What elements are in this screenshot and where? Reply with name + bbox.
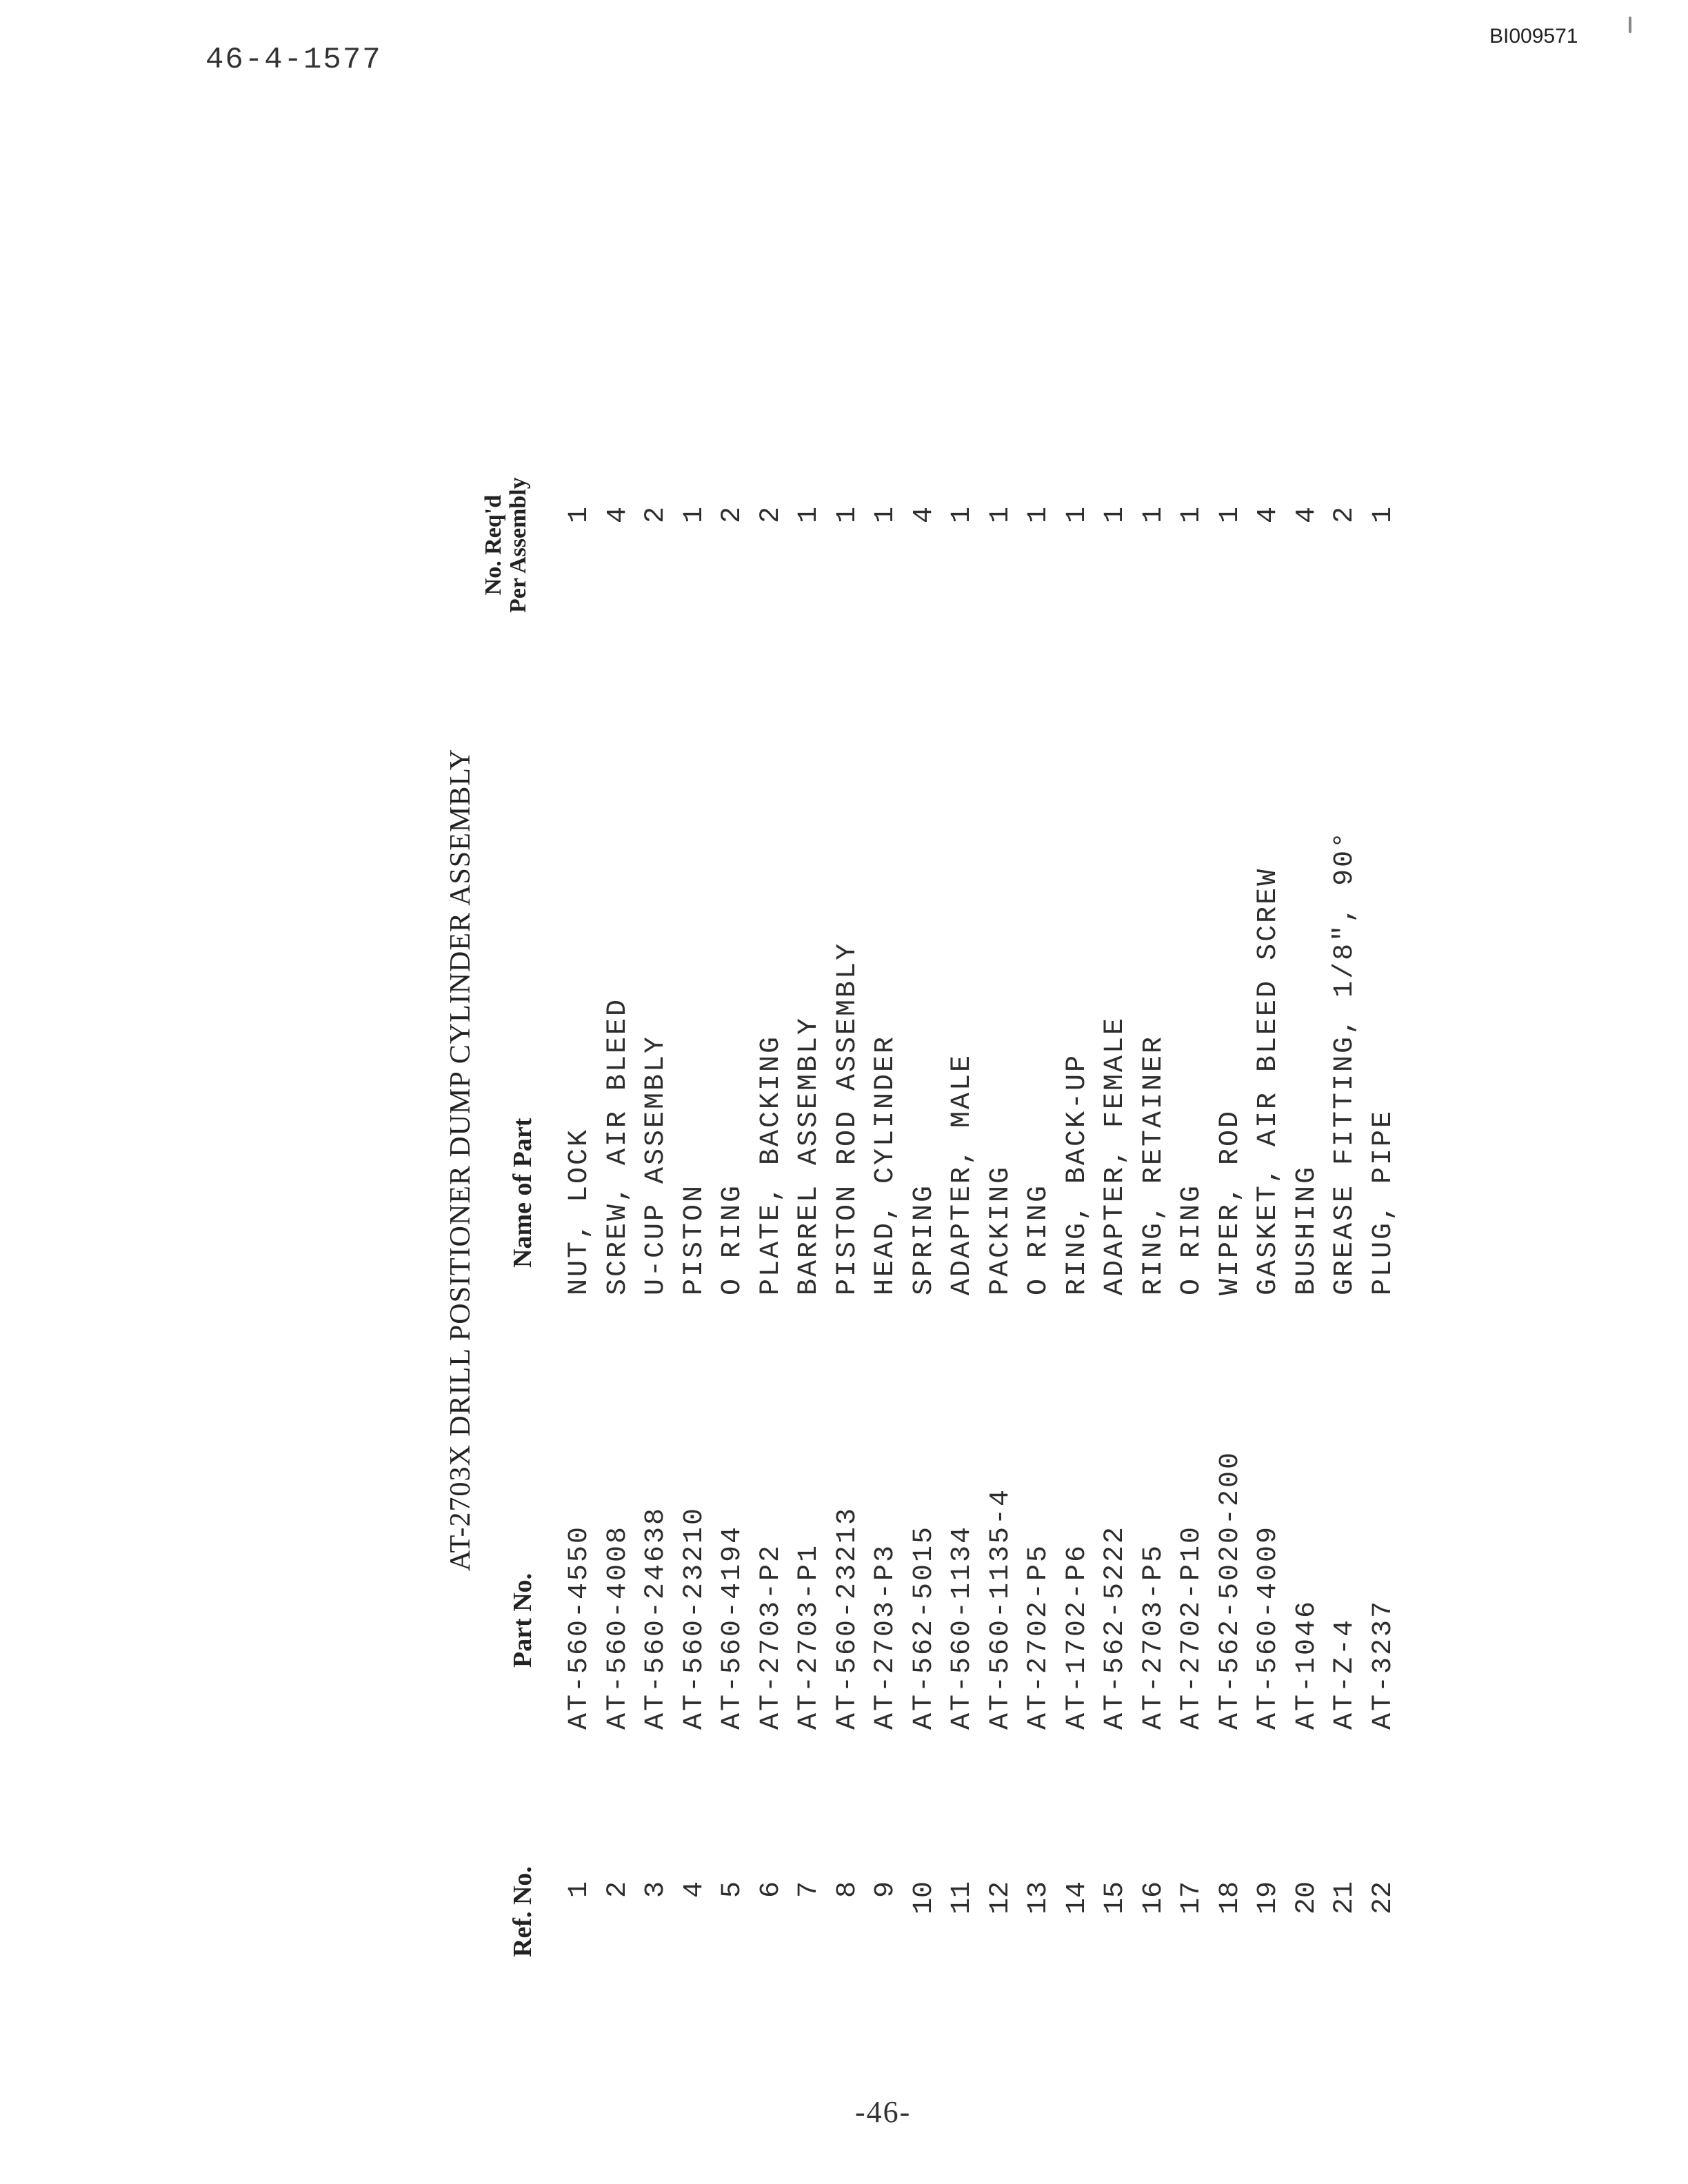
part-name: O RING: [717, 1183, 748, 1295]
part-name: PISTON ROD ASSEMBLY: [832, 941, 863, 1295]
page-number: -46-: [855, 2095, 912, 2129]
part-number: AT-560-23210: [679, 1506, 710, 1730]
quantity-required: 1: [1100, 506, 1131, 523]
part-number: AT-560-4009: [1253, 1524, 1284, 1730]
quantity-required: 1: [870, 506, 901, 523]
part-number: AT-560-4008: [602, 1524, 634, 1730]
part-number: AT-560-4194: [717, 1524, 748, 1730]
part-name: GREASE FITTING, 1/8", 90°: [1329, 829, 1360, 1295]
ref-number: 4: [679, 1881, 710, 1899]
quantity-required: 1: [1061, 506, 1093, 523]
ref-number: 13: [1023, 1881, 1054, 1915]
parts-table-body: [561, 372, 1403, 1957]
quantity-required: 1: [1023, 506, 1054, 523]
table-row: [1021, 372, 1059, 1957]
quantity-required: 1: [679, 506, 710, 523]
quantity-required: 2: [755, 506, 787, 523]
ref-number: 10: [908, 1881, 940, 1915]
quantity-required: 1: [832, 506, 863, 523]
ref-number: 3: [641, 1881, 672, 1899]
table-row: [714, 372, 753, 1957]
table-row: [906, 372, 945, 1957]
part-name: RING, RETAINER: [1138, 1034, 1169, 1295]
ref-number: 21: [1329, 1881, 1360, 1915]
quantity-required: 1: [985, 506, 1016, 523]
table-row: [791, 372, 830, 1957]
ref-number: 19: [1253, 1881, 1284, 1915]
table-row: [983, 372, 1021, 1957]
table-row: [638, 372, 676, 1957]
part-name: PLATE, BACKING: [755, 1034, 787, 1295]
part-name: PLUG, PIPE: [1367, 1109, 1399, 1295]
quantity-required: 1: [794, 506, 825, 523]
column-header-required: [481, 477, 531, 613]
part-number: AT-1046: [1291, 1599, 1323, 1730]
table-row: [944, 372, 983, 1957]
part-number: AT-560-4550: [564, 1524, 595, 1730]
part-number: AT-2703-P3: [870, 1543, 901, 1730]
ref-number: 5: [717, 1881, 748, 1899]
ref-number: 2: [602, 1881, 634, 1899]
part-name: NUT, LOCK: [564, 1127, 595, 1295]
ref-number: 12: [985, 1881, 1016, 1915]
quantity-required: 1: [1367, 506, 1399, 523]
table-row: [600, 372, 639, 1957]
ref-number: 15: [1100, 1881, 1131, 1915]
quantity-required: 4: [1291, 506, 1323, 523]
quantity-required: 4: [908, 506, 940, 523]
part-name: RING, BACK-UP: [1061, 1053, 1093, 1295]
table-row: [867, 372, 906, 1957]
column-header-required-line1: No. Req'd: [481, 494, 506, 596]
part-name: BUSHING: [1291, 1164, 1323, 1295]
table-row: [1327, 372, 1365, 1957]
corner-mark: [1629, 17, 1631, 33]
column-header-part: Part No.: [508, 1573, 537, 1668]
part-number: AT-Z-4: [1329, 1617, 1360, 1730]
ref-number: 8: [832, 1881, 863, 1899]
quantity-required: 1: [947, 506, 978, 523]
part-name: SPRING: [908, 1183, 940, 1295]
part-number: AT-562-5222: [1100, 1524, 1131, 1730]
part-number: AT-562-5020-200: [1214, 1450, 1246, 1730]
ref-number: 14: [1061, 1881, 1093, 1915]
table-row: [1250, 372, 1289, 1957]
part-number: AT-562-5015: [908, 1524, 940, 1730]
ref-number: 9: [870, 1881, 901, 1899]
table-row: [1097, 372, 1136, 1957]
quantity-required: 1: [1138, 506, 1169, 523]
part-name: PACKING: [985, 1164, 1016, 1295]
part-number: AT-560-1135-4: [985, 1487, 1016, 1730]
part-name: BARREL ASSEMBLY: [794, 1015, 825, 1295]
ref-number: 11: [947, 1881, 978, 1915]
quantity-required: 4: [1253, 506, 1284, 523]
table-row: [1136, 372, 1174, 1957]
table-row: [561, 372, 600, 1957]
quantity-required: 1: [1176, 506, 1207, 523]
table-row: [676, 372, 715, 1957]
column-header-name: Name of Part: [508, 1118, 537, 1268]
part-name: O RING: [1176, 1183, 1207, 1295]
ref-number: 18: [1214, 1881, 1246, 1915]
quantity-required: 1: [564, 506, 595, 523]
part-number: AT-2703-P5: [1138, 1543, 1169, 1730]
table-row: [1365, 372, 1404, 1957]
column-header-required-line2: Per Assembly: [505, 477, 531, 613]
quantity-required: 2: [1329, 506, 1360, 523]
table-row: [830, 372, 868, 1957]
quantity-required: 1: [1214, 506, 1246, 523]
part-name: ADAPTER, FEMALE: [1100, 1015, 1131, 1295]
quantity-required: 2: [717, 506, 748, 523]
part-name: SCREW, AIR BLEED: [602, 997, 634, 1295]
bates-number: BI009571: [1489, 25, 1578, 48]
part-number: AT-2703-P1: [794, 1543, 825, 1730]
ref-number: 17: [1176, 1881, 1207, 1915]
document-code: 46-4-1577: [205, 43, 382, 77]
table-row: [1289, 372, 1327, 1957]
part-name: O RING: [1023, 1183, 1054, 1295]
part-number: AT-2703-P2: [755, 1543, 787, 1730]
quantity-required: 4: [602, 506, 634, 523]
ref-number: 20: [1291, 1881, 1323, 1915]
table-row: [1174, 372, 1212, 1957]
ref-number: 16: [1138, 1881, 1169, 1915]
table-row: [1212, 372, 1251, 1957]
column-header-ref: Ref. No.: [508, 1866, 537, 1957]
table-row: [753, 372, 792, 1957]
part-number: AT-560-23213: [832, 1506, 863, 1730]
part-name: WIPER, ROD: [1214, 1109, 1246, 1295]
ref-number: 1: [564, 1881, 595, 1899]
part-number: AT-560-24638: [641, 1506, 672, 1730]
part-name: ADAPTER, MALE: [947, 1053, 978, 1295]
parts-list: [390, 372, 1399, 1957]
quantity-required: 2: [641, 506, 672, 523]
ref-number: 7: [794, 1881, 825, 1899]
table-title: AT-2703X DRILL POSITIONER DUMP CYLINDER ASSEMBLY: [445, 748, 476, 1571]
part-number: AT-1702-P6: [1061, 1543, 1093, 1730]
part-name: U-CUP ASSEMBLY: [641, 1034, 672, 1295]
part-number: AT-2702-P10: [1176, 1524, 1207, 1730]
part-name: HEAD, CYLINDER: [870, 1034, 901, 1295]
part-name: GASKET, AIR BLEED SCREW: [1253, 867, 1284, 1295]
part-name: PISTON: [679, 1183, 710, 1295]
part-number: AT-560-1134: [947, 1524, 978, 1730]
ref-number: 6: [755, 1881, 787, 1899]
table-row: [1059, 372, 1098, 1957]
part-number: AT-2702-P5: [1023, 1543, 1054, 1730]
ref-number: 22: [1367, 1881, 1399, 1915]
part-number: AT-3237: [1367, 1599, 1399, 1730]
